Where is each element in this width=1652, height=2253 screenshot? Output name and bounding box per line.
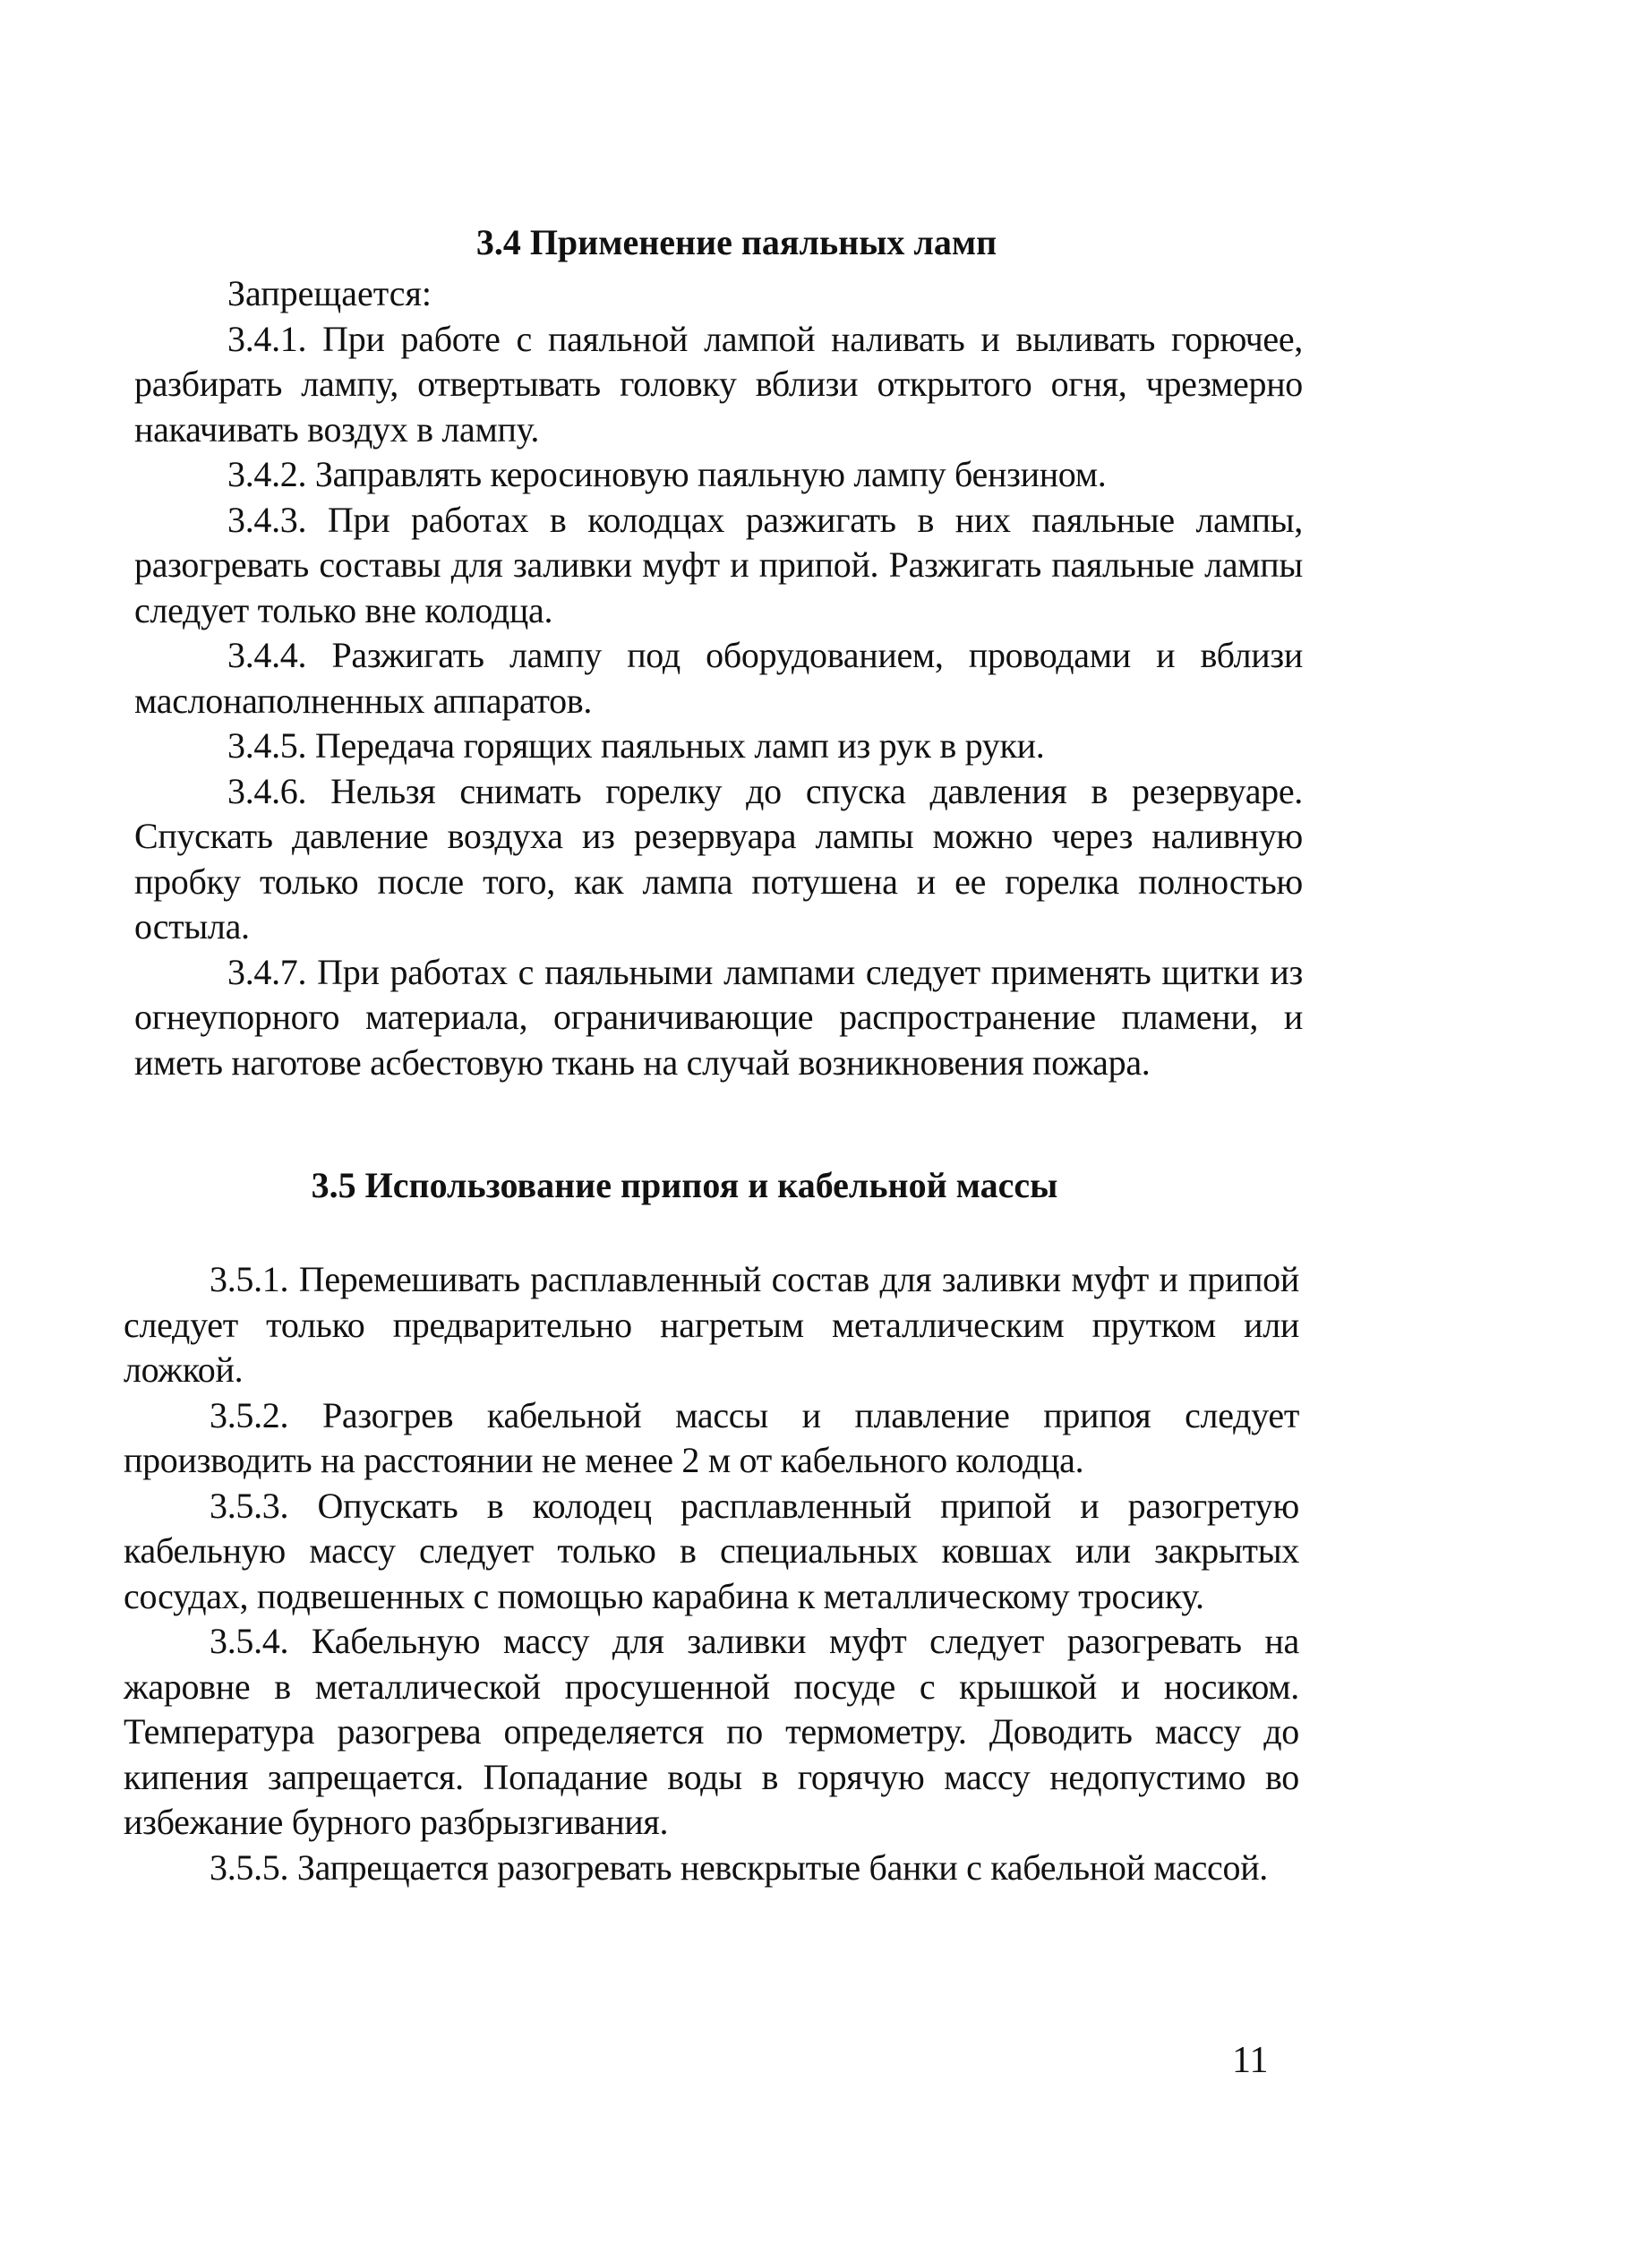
paragraph-3-4-5: 3.4.5. Передача горящих паяльных ламп из рук в руки.: [227, 725, 1045, 766]
paragraph-3-5-5: 3.5.5. Запрещается разогревать невскрытые банки с кабельной массой.: [210, 1846, 1269, 1888]
paragraph-3-4-4: 3.4.4. Разжигать лампу под оборудованием, проводами и вблизи маслонаполненных аппаратов.: [134, 635, 1303, 721]
paragraph-3-5-1: 3.5.1. Перемешивать расплавленный состав для заливки муфт и припой следует только предварительно нагретым металлическим прутком или ложкой.: [124, 1259, 1299, 1390]
paragraph-3-4-6: 3.4.6. Нельзя снимать горелку до спуска давления в резервуаре. Спускать давление воздуха из резервуара лампы можно через наливную пробку только после того, как лампа потушена и ее горелка полностью остыла.: [134, 770, 1303, 947]
paragraph-3-4-1: 3.4.1. При работе с паяльной лампой наливать и выливать горючее, разбирать лампу, отвертывать головку вблизи открытого огня, чрезмерно накачивать воздух в лампу.: [134, 318, 1303, 450]
section-heading: 3.5 Использование припоя и кабельной массы: [311, 1165, 1058, 1205]
paragraph-3-5-4: 3.5.4. Кабельную массу для заливки муфт следует разогревать на жаровне в металлической просушенной посуде с крышкой и носиком. Температура разогрева определяется по термометру. Доводить массу до кипения запрещается. Попадание воды в горячую массу недопустимо во избежание бурного разбрызгивания.: [124, 1621, 1299, 1842]
page-number: 11: [1232, 2040, 1269, 2081]
paragraph-3-4-7: 3.4.7. При работах с паяльными лампами следует применять щитки из огнеупорного материала, ограничивающие распространение пламени, и иметь наготове асбестовую ткань на случай возникновения пожара.: [134, 951, 1303, 1083]
paragraph-3-4-3: 3.4.3. При работах в колодцах разжигать в них паяльные лампы, разогревать составы для заливки муфт и припой. Разжигать паяльные лампы следует только вне колодца.: [134, 499, 1303, 630]
section-heading: 3.4 Применение паяльных ламп: [475, 222, 997, 262]
paragraph-3-5-3: 3.5.3. Опускать в колодец расплавленный припой и разогретую кабельную массу следует только в специальных ковшах или закрытых сосудах, подвешенных с помощью карабина к металлическому тросику.: [124, 1485, 1299, 1616]
section-lead: Запрещается:: [227, 273, 432, 313]
paragraph-3-5-2: 3.5.2. Разогрев кабельной массы и плавление припоя следует производить на расстоянии не менее 2 м от кабельного колодца.: [124, 1394, 1299, 1480]
section-3-4: [134, 219, 1303, 1085]
paragraph-3-4-2: 3.4.2. Заправлять керосиновую паяльную лампу бензином.: [227, 454, 1107, 494]
section-3-5: [124, 1162, 1299, 1890]
